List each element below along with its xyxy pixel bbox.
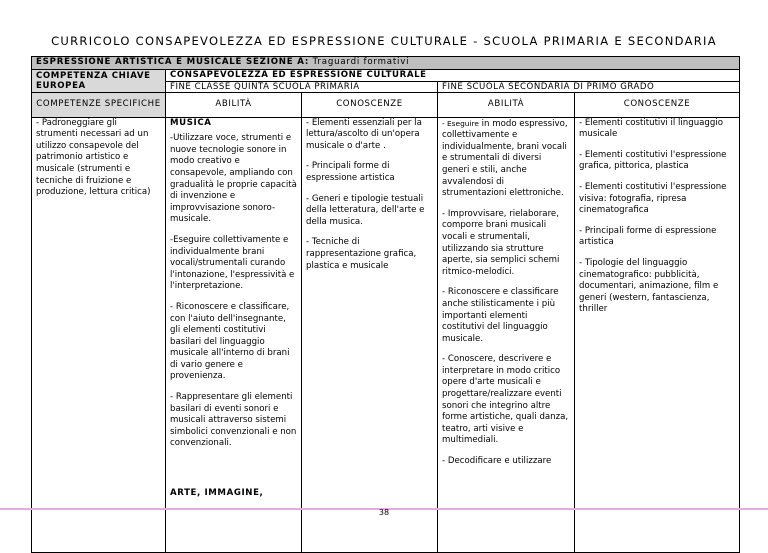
competenze-specifiche-cell xyxy=(32,117,166,552)
fine-secondaria-label: FINE SCUOLA SECONDARIA DI PRIMO GRADO xyxy=(438,81,740,92)
secondaria-abilita-item: - Conoscere, descrivere e interpretare in modo critico opere d'arte musicali e progettare/realizzare eventi sonori che integrino altre forme artistiche, quali danza, teatro, arti visive e multimediali. xyxy=(442,354,569,446)
secondaria-abilita-item: - Riconoscere e classificare anche stilisticamente i più importanti elementi costitutivi del linguaggio musicale. xyxy=(442,287,559,344)
competenze-specifiche-header: COMPETENZE SPECIFICHE xyxy=(32,92,166,117)
competenza-chiave-label: COMPETENZA CHIAVE EUROPEA xyxy=(32,69,166,92)
primaria-conoscenze-item: - Principali forme di espressione artistica xyxy=(306,161,395,183)
music-heading: MUSICA xyxy=(170,117,212,128)
secondaria-abilita-item: - Decodificare e utilizzare xyxy=(442,456,552,467)
secondaria-conoscenze-cell xyxy=(575,117,740,552)
arte-heading: ARTE, IMMAGINE, xyxy=(170,488,264,499)
secondaria-conoscenze-item: - Principali forme di espressione artistica xyxy=(579,225,717,248)
competenze-specifiche-text: - Padroneggiare gli strumenti necessari ad un utilizzo consapevole del patrimonio artistico e musicale (strumenti e tecniche di fruizione e produzione, lettura critica) xyxy=(36,117,151,198)
primaria-conoscenze-cell xyxy=(302,117,438,552)
secondaria-abilita-item: - Improvvisare, rielaborare, comporre brani musicali vocali e strumentali, utilizzando sia strutture aperte, sia semplici schemi ritmico-melodici. xyxy=(442,208,560,277)
column-header-row xyxy=(32,92,740,117)
primaria-abilita-item: - Riconoscere e classificare, con l'aiuto dell'insegnante, gli elementi costitutivi basilari del linguaggio musicale all'interno di brani di vario genere e provenienza. xyxy=(170,301,290,382)
primaria-abilita-item: -Utilizzare voce, strumenti e nuove tecnologie sonore in modo creativo e consapevole, ampliando con gradualità le proprie capacità di invenzione e improvvisazione sonoro-musicale. xyxy=(170,133,297,225)
primaria-abilita-item: -Eseguire collettivamente e individualmente brani vocali/strumentali curando l'intonazione, l'espressività e l'interpretazione. xyxy=(170,234,295,292)
secondaria-conoscenze-header: CONOSCENZE xyxy=(575,92,740,117)
primaria-abilita-cell xyxy=(166,117,302,552)
secondaria-conoscenze-item: - Elementi costitutivi il linguaggio musicale xyxy=(579,117,723,140)
secondaria-abilita-item: - Eseguire in modo espressivo, collettivamente e individualmente, brani vocali e strumentali di diversi generi e stili, anche avvalendosi di strumentazioni elettroniche. xyxy=(442,118,568,199)
curriculum-table xyxy=(31,56,740,553)
page-title: CURRICOLO CONSAPEVOLEZZA ED ESPRESSIONE CULTURALE - SCUOLA PRIMARIA E SECONDARIA xyxy=(51,34,717,48)
primaria-conoscenze-item: - Elementi essenziali per la lettura/ascolto di un'opera musicale o d'arte . xyxy=(306,117,422,151)
secondaria-abilita-cell xyxy=(438,117,575,552)
section-title: ESPRESSIONE ARTISTICA E MUSICALE SEZIONE A: Traguardi formativi xyxy=(32,57,740,70)
section-bar xyxy=(32,57,740,70)
primaria-conoscenze-header: CONOSCENZE xyxy=(302,92,438,117)
secondaria-abilita-header: ABILITÀ xyxy=(438,92,575,117)
secondaria-conoscenze-item: - Elementi costitutivi l'espressione visiva: fotografia, ripresa cinematografica xyxy=(579,181,727,216)
content-row xyxy=(32,117,740,552)
fine-primaria-label: FINE CLASSE QUINTA SCUOLA PRIMARIA xyxy=(166,81,438,92)
secondaria-conoscenze-item: - Tipologie del linguaggio cinematografico: pubblicità, documentari, animazione, film e generi (western, fantascienza, thriller xyxy=(579,257,719,315)
key-competence-row xyxy=(32,69,740,81)
secondaria-conoscenze-item: - Elementi costitutivi l'espressione grafica, pittorica, plastica xyxy=(579,149,727,172)
primaria-conoscenze-item: - Generi e tipologie testuali della letteratura, dell'arte e della musica. xyxy=(306,193,425,227)
page-number: 38 xyxy=(378,508,390,517)
primaria-abilita-header: ABILITÀ xyxy=(166,92,302,117)
competenza-chiave-value: CONSAPEVOLEZZA ED ESPRESSIONE CULTURALE xyxy=(166,69,740,81)
primaria-conoscenze-item: - Tecniche di rappresentazione grafica, plastica e musicale xyxy=(306,237,417,271)
primaria-abilita-item: - Rappresentare gli elementi basilari di eventi sonori e musicali attraverso sistemi simbolici convenzionali e non convenzionali. xyxy=(170,392,297,449)
